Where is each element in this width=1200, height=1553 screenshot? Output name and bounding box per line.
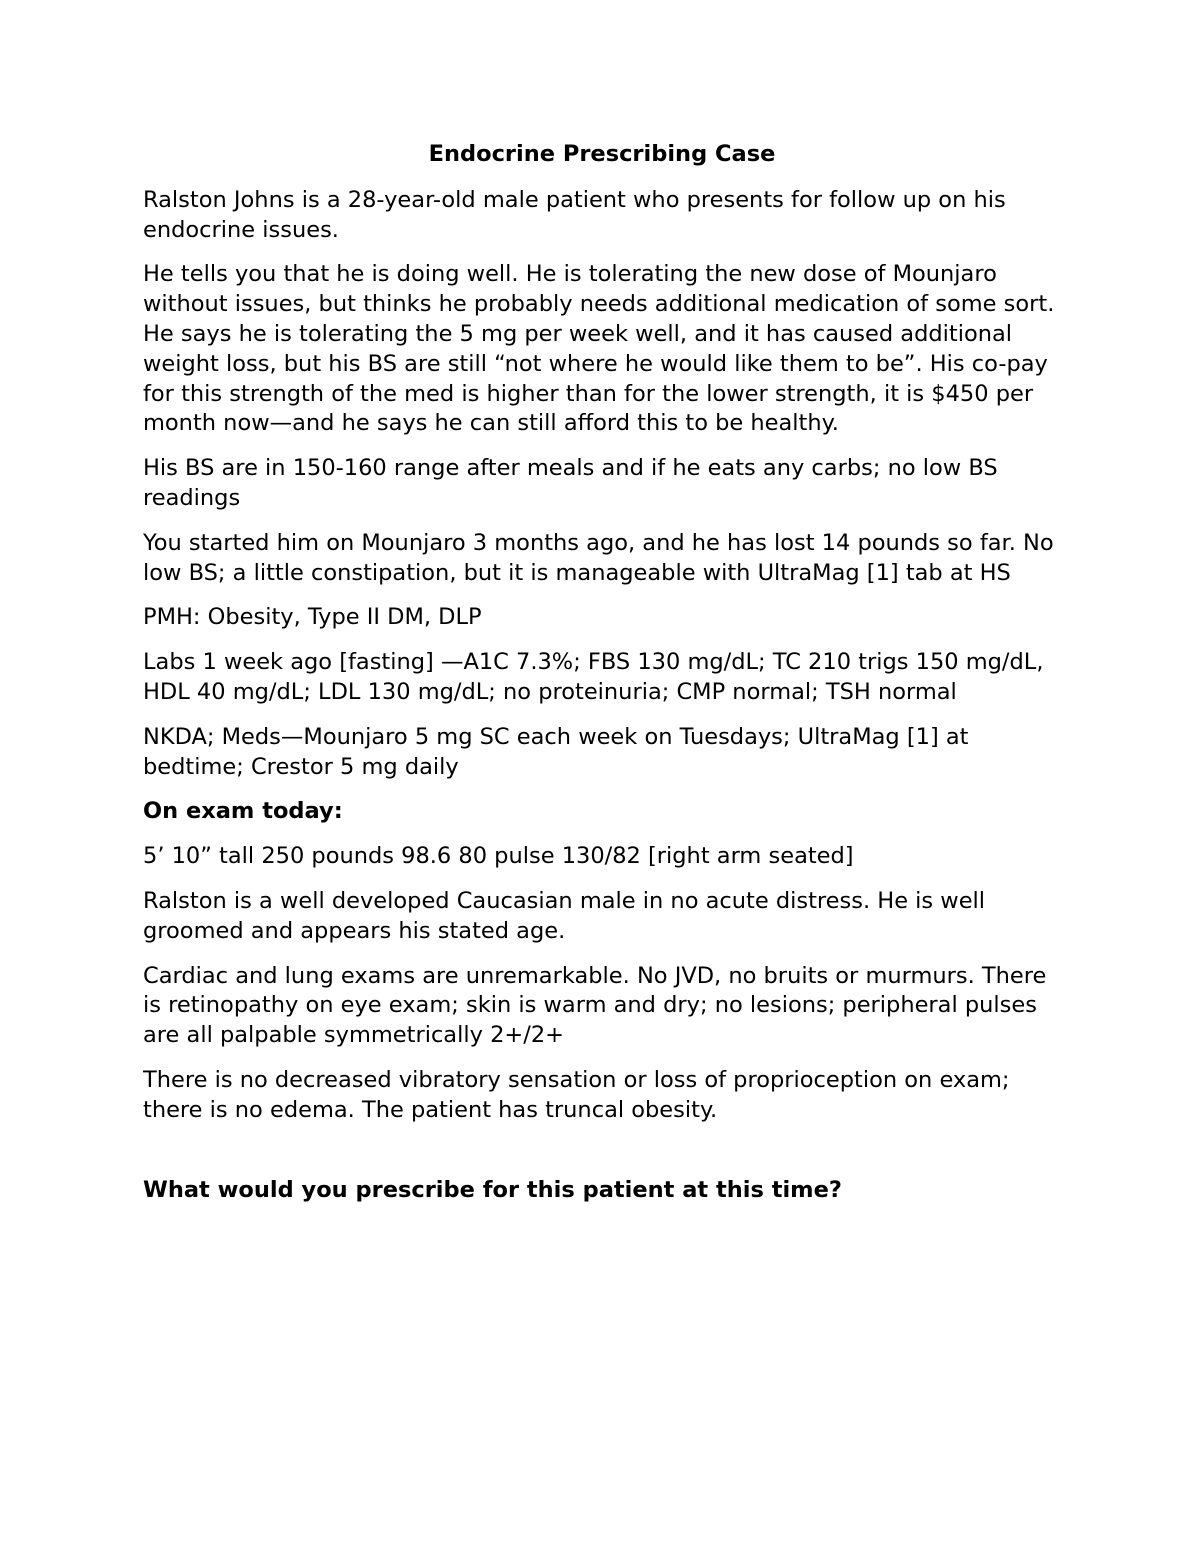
history-paragraph: He tells you that he is doing well. He is tolerating the new dose of Mounjaro without issues, but thinks he probably needs additional medication of some sort. He says he is tolerating the 5 mg per week well, and it has caused additional weight loss, but his BS are still “not where he would like them to be”. His co-pay for this strength of the med is higher than for the lower strength, it is $450 per month now—and he says he can still afford this to be healthy. bbox=[143, 261, 1055, 437]
meds-paragraph: NKDA; Meds—Mounjaro 5 mg SC each week on Tuesdays; UltraMag [1] at bedtime; Crestor 5 mg daily bbox=[143, 723, 969, 780]
labs-paragraph: Labs 1 week ago [fasting] —A1C 7.3%; FBS 130 mg/dL; TC 210 trigs 150 mg/dL, HDL 40 mg/dL; LDL 130 mg/dL; no proteinuria; CMP normal; TSH normal bbox=[143, 649, 1044, 705]
treatment-paragraph: You started him on Mounjaro 3 months ago, and he has lost 14 pounds so far. No low BS; a little constipation, but it is manageable with UltraMag [1] tab at HS bbox=[143, 529, 1054, 586]
pmh-paragraph: PMH: Obesity, Type II DM, DLP bbox=[143, 604, 482, 631]
exam-heading: On exam today: bbox=[143, 798, 343, 825]
intro-paragraph: Ralston Johns is a 28-year-old male patient who presents for follow up on his endocrine issues. bbox=[143, 186, 1006, 243]
neuro-exam-paragraph: There is no decreased vibratory sensation or loss of proprioception on exam; there is no edema. The patient has truncal obesity. bbox=[143, 1066, 1010, 1123]
question-heading: What would you prescribe for this patient at this time? bbox=[143, 1176, 842, 1203]
document-title: Endocrine Prescribing Case bbox=[428, 141, 776, 167]
cardiac-exam-paragraph: Cardiac and lung exams are unremarkable. No JVD, no bruits or murmurs. There is retinopathy on eye exam; skin is warm and dry; no lesions; peripheral pulses are all palpable symmetrically 2+/2+ bbox=[143, 962, 1047, 1049]
general-exam-paragraph: Ralston is a well developed Caucasian male in no acute distress. He is well groomed and appears his stated age. bbox=[143, 887, 986, 944]
blood-sugar-paragraph: His BS are in 150-160 range after meals and if he eats any carbs; no low BS readings bbox=[143, 455, 998, 511]
document-body bbox=[143, 140, 1061, 1220]
vitals-paragraph: 5’ 10” tall 250 pounds 98.6 80 pulse 130/82 [right arm seated] bbox=[143, 843, 854, 870]
